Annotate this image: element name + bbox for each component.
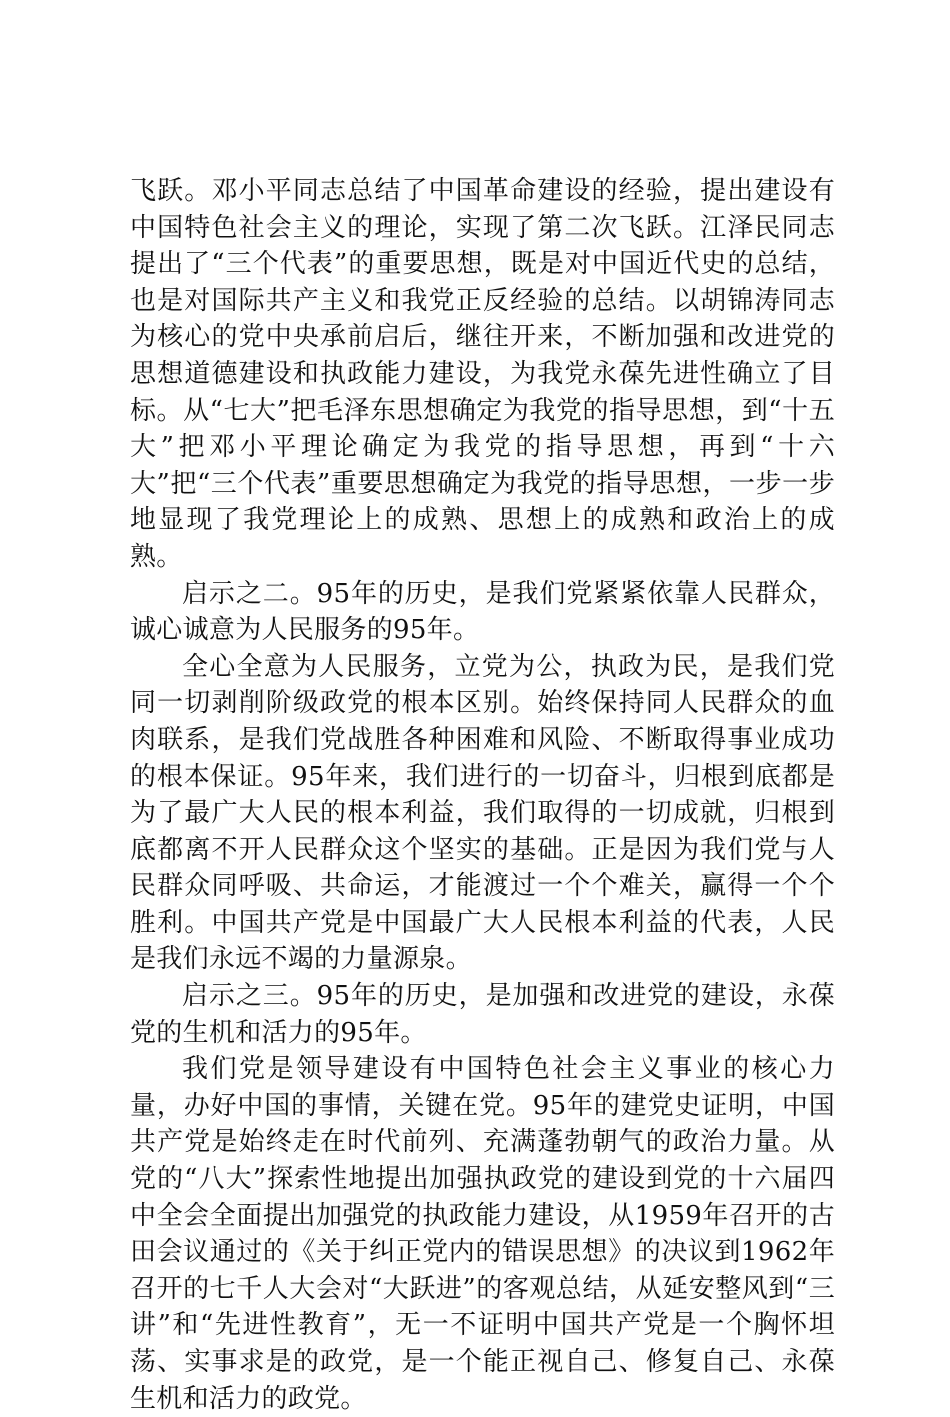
document-body xyxy=(130,173,835,1417)
paragraph-1: 飞跃。邓小平同志总结了中国革命建设的经验，提出建设有中国特色社会主义的理论，实现了第二次飞跃。江泽民同志提出了“三个代表”的重要思想，既是对中国近代史的总结，也是对国际共产主义和我党正反经验的总结。以胡锦涛同志为核心的党中央承前启后，继往开来，不断加强和改进党的思想道德建设和执政能力建设，为我党永葆先进性确立了目标。从“七大”把毛泽东思想确定为我党的指导思想，到“十五大”把邓小平理论确定为我党的指导思想，再到“十六大”把“三个代表”重要思想确定为我党的指导思想，一步一步地显现了我党理论上的成熟、思想上的成熟和政治上的成熟。 xyxy=(130,176,835,572)
paragraph-3: 全心全意为人民服务，立党为公，执政为民，是我们党同一切剥削阶级政党的根本区别。始终保持同人民群众的血肉联系，是我们党战胜各种困难和风险、不断取得事业成功的根本保证。95年来，我们进行的一切奋斗，归根到底都是为了最广大人民的根本利益，我们取得的一切成就，归根到底都离不开人民群众这个坚实的基础。正是因为我们党与人民群众同呼吸、共命运，才能渡过一个个难关，赢得一个个胜利。中国共产党是中国最广大人民根本利益的代表，人民是我们永远不竭的力量源泉。 xyxy=(130,651,835,975)
paragraph-2: 启示之二。95年的历史，是我们党紧紧依靠人民群众，诚心诚意为人民服务的95年。 xyxy=(130,578,835,646)
paragraph-4: 启示之三。95年的历史，是加强和改进党的建设，永葆党的生机和活力的95年。 xyxy=(130,981,835,1048)
paragraph-5: 我们党是领导建设有中国特色社会主义事业的核心力量，办好中国的事情，关键在党。95年的建党史证明，中国共产党是始终走在时代前列、充满蓬勃朝气的政治力量。从党的“八大”探索性地提出加强执政党的建设到党的十六届四中全会全面提出加强党的执政能力建设，从1959年召开的古田会议通过的《关于纠正党内的错误思想》的决议到1962年召开的七千人大会对“大跃进”的客观总结，从延安整风到“三讲”和“先进性教育”，无一不证明中国共产党是一个胸怀坦荡、实事求是的政党，是一个能正视自己、修复自己、永葆生机和活力的政党。 xyxy=(130,1054,835,1414)
